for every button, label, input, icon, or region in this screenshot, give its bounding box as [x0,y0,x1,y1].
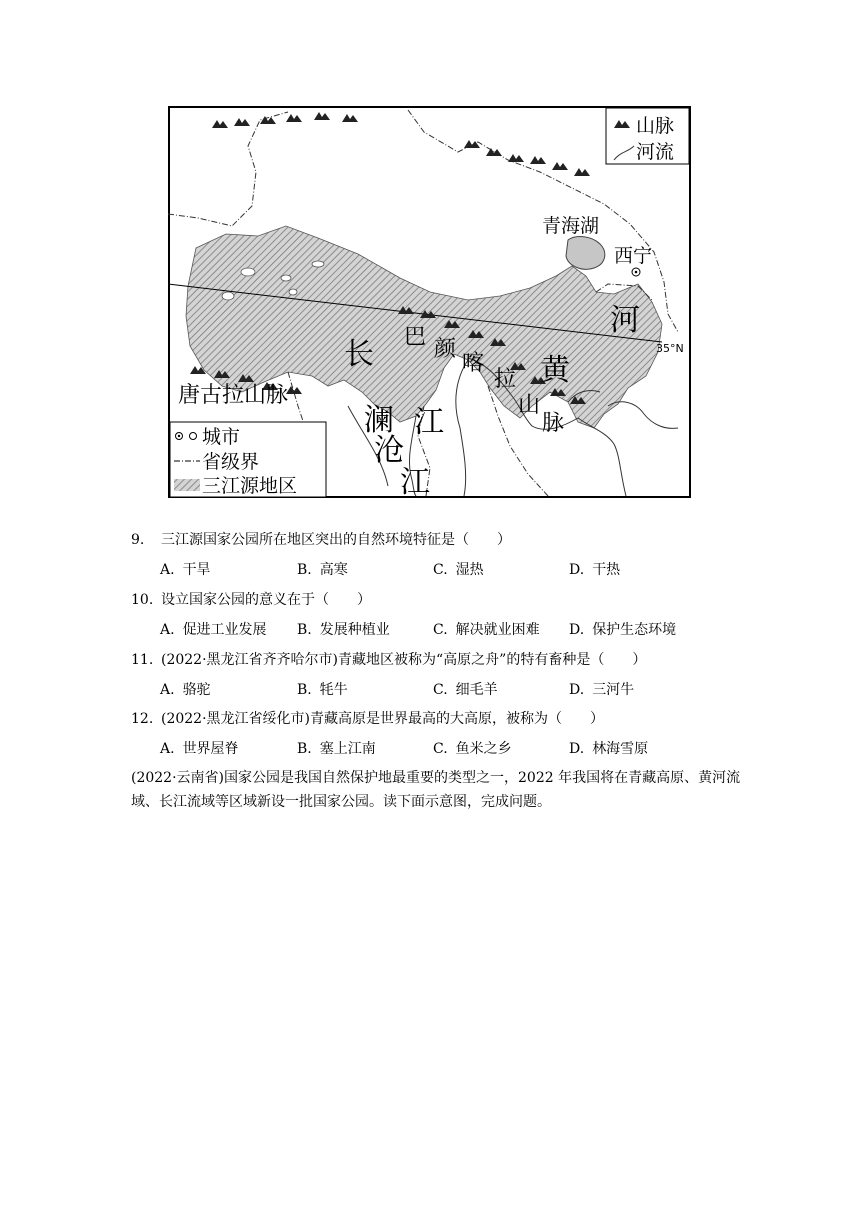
lancang-cang-label: 沧 [374,433,404,468]
option-d[interactable]: D. 保护生态环境 [569,622,677,638]
question-9 [131,530,511,550]
option-c[interactable]: C. 解决就业困难 [433,622,540,638]
option-a[interactable]: A. 促进工业发展 [160,622,267,638]
option-a[interactable]: A. 世界屋脊 [160,741,239,757]
small-lake [222,292,234,300]
question-text: (2022·黑龙江省绥化市)青藏高原是世界最高的大高原，被称为（ ） [161,711,605,727]
changjiang-jiang-label: 江 [414,405,444,440]
small-lake [312,261,324,267]
option-b[interactable]: B. 塞上江南 [297,741,376,757]
lancang-lan-label: 澜 [364,403,394,438]
bayan-char: 颜 [434,337,457,362]
question-text: 设立国家公园的意义在于（ ） [161,592,371,608]
tanggula-label: 唐古拉山脉 [178,383,289,408]
bayan-char: 山 [518,393,541,418]
legend-mountain-label: 山脉 [636,115,675,137]
legend-region-label: 三江源地区 [202,475,298,497]
question-12 [131,709,604,729]
bayan-char: 拉 [494,367,517,392]
question-number: 10. [131,592,154,608]
question-number: 9. [131,532,145,548]
intro-paragraph: (2022·云南省)国家公园是我国自然保护地最重要的类型之一，2022 年我国将在青藏高原、黄河流域、长江流域等区域新设一批国家公园。读下面示意图，完成问题。 [131,770,741,810]
xining-label: 西宁 [614,245,653,267]
qinghai-lake-label: 青海湖 [542,215,600,237]
option-d[interactable]: D. 三河牛 [569,682,635,698]
option-a[interactable]: A. 骆驼 [160,682,211,698]
option-b[interactable]: B. 高寒 [297,562,348,578]
option-c[interactable]: C. 鱼米之乡 [433,741,512,757]
small-lake [281,275,291,281]
question-number: 12. [131,711,154,727]
bayan-char: 脉 [542,411,565,436]
bayan-char: 巴 [404,325,427,350]
region-icon [174,479,200,491]
option-c[interactable]: C. 湿热 [433,562,484,578]
question-11 [131,650,646,670]
option-b[interactable]: B. 牦牛 [297,682,348,698]
bayan-char: 喀 [462,351,485,376]
latitude-label: 35°N [656,342,684,355]
option-d[interactable]: D. 干热 [569,562,621,578]
small-lake [289,289,297,295]
small-lake [241,268,255,276]
huanghe-huang-label: 黄 [540,353,570,388]
question-text: (2022·黑龙江省齐齐哈尔市)青藏地区被称为“高原之舟”的特有畜种是（ ） [161,652,647,668]
huanghe-he-label: 河 [610,303,640,338]
lancang-jiang-label: 江 [400,465,430,498]
option-c[interactable]: C. 细毛羊 [433,682,498,698]
option-a[interactable]: A. 干旱 [160,562,211,578]
question-number: 11. [131,652,154,668]
option-d[interactable]: D. 林海雪原 [569,741,649,757]
changjiang-chang-label: 长 [344,337,374,372]
legend-boundary-label: 省级界 [202,451,260,473]
option-b[interactable]: B. 发展种植业 [297,622,390,638]
legend-city-label: 城市 [202,426,241,448]
question-10 [131,590,371,610]
sanjiangyuan-map [168,106,691,498]
question-text: 三江源国家公园所在地区突出的自然环境特征是（ ） [161,532,511,548]
legend-river-label: 河流 [636,141,675,163]
